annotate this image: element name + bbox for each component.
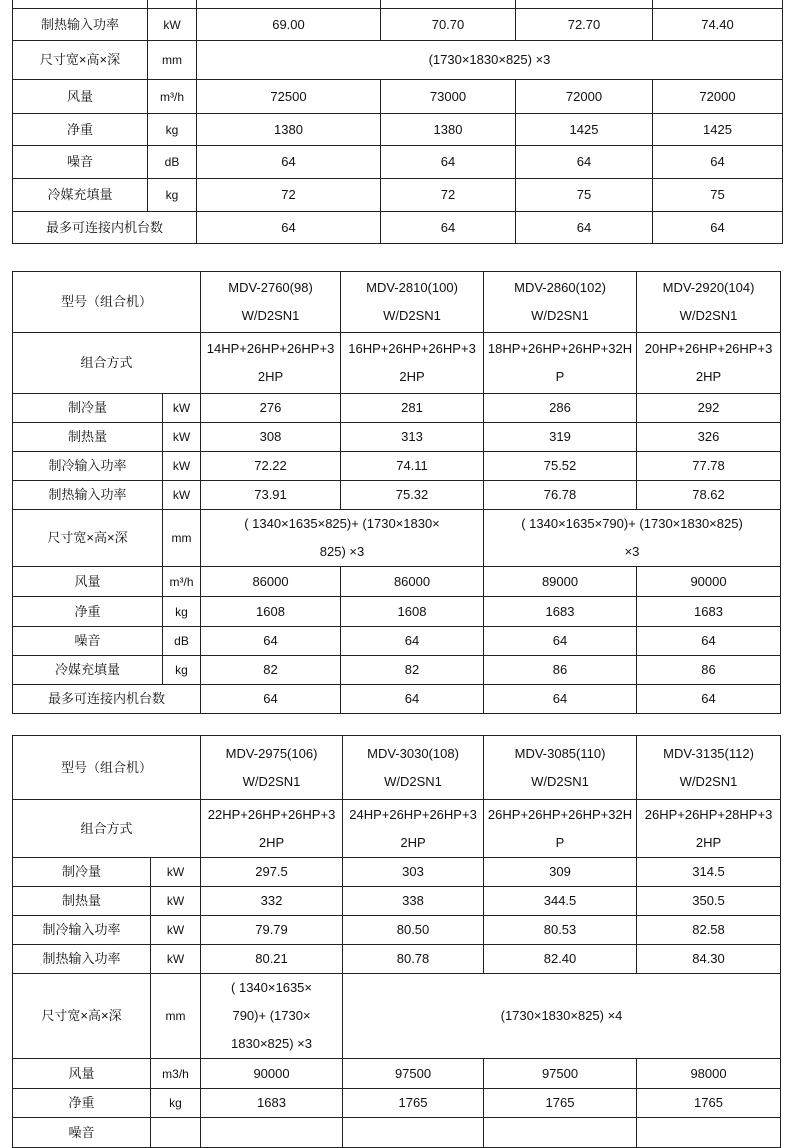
cell-line: P: [555, 834, 565, 850]
cell-line: P: [555, 369, 565, 384]
unit-cell: dB: [163, 627, 201, 656]
unit-cell: [151, 1118, 201, 1148]
value-cell: 89000: [484, 567, 637, 597]
value-cell: 86: [637, 656, 781, 685]
value-cell: 326: [637, 423, 781, 452]
table-row: [13, 567, 781, 597]
value-cell: [637, 736, 781, 800]
cell-line: 20HP+26HP+26HP+3: [644, 341, 773, 356]
unit-cell: kg: [148, 179, 197, 212]
cell-line: W/D2SN1: [679, 773, 738, 789]
value-cell: 64: [516, 212, 653, 244]
cell-line: 16HP+26HP+26HP+3: [348, 341, 476, 356]
value-cell: [381, 0, 516, 9]
row-label: 最多可连接内机台数: [13, 685, 201, 714]
row-label: 最多可连接内机台数: [13, 212, 197, 244]
unit-cell: kg: [151, 1089, 201, 1118]
value-cell: 80.53: [484, 916, 637, 945]
table-row: [13, 452, 781, 481]
row-label: 风量: [13, 80, 148, 114]
value-cell: 1683: [201, 1089, 343, 1118]
value-cell: 350.5: [637, 887, 781, 916]
value-cell: 297.5: [201, 858, 343, 887]
table-row: [13, 394, 781, 423]
value-cell: [201, 974, 343, 1059]
unit-cell: kg: [163, 597, 201, 627]
value-cell: 1380: [381, 114, 516, 146]
table-row: [13, 146, 783, 179]
value-cell: 82: [341, 656, 484, 685]
cell-line: 26HP+26HP+26HP+32H: [487, 806, 633, 822]
table-row: [13, 887, 781, 916]
value-cell: [343, 736, 484, 800]
value-cell: 1425: [653, 114, 783, 146]
table-row: [13, 916, 781, 945]
value-cell: [637, 333, 781, 394]
row-label: 尺寸宽×高×深: [13, 974, 151, 1059]
table-row: [13, 0, 783, 9]
value-cell: 64: [201, 627, 341, 656]
table-row: [13, 481, 781, 510]
row-label: 噪音: [13, 146, 148, 179]
unit-cell: kW: [163, 423, 201, 452]
value-cell: [484, 510, 781, 567]
value-cell: 97500: [484, 1059, 637, 1089]
value-cell: [201, 1118, 343, 1148]
row-label: 制冷量: [13, 394, 163, 423]
value-cell: 292: [637, 394, 781, 423]
row-label: 制热量: [13, 887, 151, 916]
cell-line: MDV-3030(108): [367, 745, 459, 761]
row-label: 冷媒充填量: [13, 656, 163, 685]
unit-cell: dB: [148, 146, 197, 179]
value-cell: 64: [484, 627, 637, 656]
cell-line: MDV-2860(102): [514, 280, 606, 295]
value-cell: 308: [201, 423, 341, 452]
table-row: [13, 736, 781, 800]
value-cell: 1683: [637, 597, 781, 627]
row-label: 制热输入功率: [13, 945, 151, 974]
row-label: 噪音: [13, 1118, 151, 1148]
cell-line: 26HP+26HP+28HP+3: [644, 806, 773, 822]
row-label: 净重: [13, 1089, 151, 1118]
value-cell: 314.5: [637, 858, 781, 887]
table-row: [13, 1118, 781, 1148]
cell-line: W/D2SN1: [241, 308, 300, 323]
row-label: 组合方式: [13, 333, 201, 394]
cell-line: W/D2SN1: [531, 773, 589, 789]
value-cell: 82.40: [484, 945, 637, 974]
value-cell: 64: [197, 212, 381, 244]
value-cell: [343, 800, 484, 858]
value-cell: 64: [201, 685, 341, 714]
value-cell: 64: [381, 146, 516, 179]
table-row: [13, 945, 781, 974]
value-cell: [484, 272, 637, 333]
unit-cell: m³/h: [148, 80, 197, 114]
value-cell: 72: [197, 179, 381, 212]
value-cell: 338: [343, 887, 484, 916]
value-cell: 80.78: [343, 945, 484, 974]
cell-line: 14HP+26HP+26HP+3: [206, 341, 335, 356]
value-cell: (1730×1830×825) ×4: [343, 974, 781, 1059]
cell-line: 1830×825) ×3: [231, 1036, 312, 1051]
value-cell: (1730×1830×825) ×3: [197, 41, 783, 80]
value-cell: [201, 333, 341, 394]
unit-cell: kW: [151, 945, 201, 974]
value-cell: 64: [197, 146, 381, 179]
value-cell: 70.70: [381, 9, 516, 41]
cell-line: ( 1340×1635×790)+ (1730×1830×825): [521, 516, 743, 531]
table-row: [13, 685, 781, 714]
value-cell: 1425: [516, 114, 653, 146]
row-label: 制冷量: [13, 858, 151, 887]
table-row: [13, 800, 781, 858]
value-cell: 73.91: [201, 481, 341, 510]
unit-cell: kW: [163, 452, 201, 481]
value-cell: 64: [484, 685, 637, 714]
value-cell: 332: [201, 887, 343, 916]
unit-cell: m³/h: [163, 567, 201, 597]
value-cell: 303: [343, 858, 484, 887]
value-cell: [653, 0, 783, 9]
value-cell: [341, 333, 484, 394]
table-row: [13, 597, 781, 627]
value-cell: 72000: [653, 80, 783, 114]
cell-line: ( 1340×1635×825)+ (1730×1830×: [244, 516, 440, 531]
value-cell: 86000: [201, 567, 341, 597]
row-label: 制冷输入功率: [13, 916, 151, 945]
value-cell: [201, 736, 343, 800]
unit-cell: m3/h: [151, 1059, 201, 1089]
unit-cell: [148, 0, 197, 9]
value-cell: 90000: [637, 567, 781, 597]
value-cell: 1608: [341, 597, 484, 627]
unit-cell: kW: [163, 481, 201, 510]
value-cell: 64: [637, 627, 781, 656]
value-cell: 281: [341, 394, 484, 423]
value-cell: 90000: [201, 1059, 343, 1089]
cell-line: 790)+ (1730×: [232, 1008, 311, 1023]
value-cell: 80.21: [201, 945, 343, 974]
cell-line: W/D2SN1: [531, 308, 589, 323]
value-cell: 64: [516, 146, 653, 179]
spec-table-3: [12, 735, 781, 1148]
value-cell: 77.78: [637, 452, 781, 481]
value-cell: 74.40: [653, 9, 783, 41]
value-cell: 75.52: [484, 452, 637, 481]
value-cell: 276: [201, 394, 341, 423]
value-cell: [516, 0, 653, 9]
row-label: [13, 0, 148, 9]
row-label: 制冷输入功率: [13, 452, 163, 481]
cell-line: MDV-2760(98): [228, 280, 313, 295]
cell-line: 2HP: [257, 369, 284, 384]
table-row: [13, 627, 781, 656]
value-cell: 1765: [637, 1089, 781, 1118]
value-cell: 75: [516, 179, 653, 212]
value-cell: 1380: [197, 114, 381, 146]
table-row: [13, 114, 783, 146]
table-row: [13, 9, 783, 41]
cell-line: 2HP: [400, 834, 426, 850]
value-cell: 97500: [343, 1059, 484, 1089]
row-label: 制热输入功率: [13, 481, 163, 510]
table-row: [13, 510, 781, 567]
value-cell: 72.22: [201, 452, 341, 481]
value-cell: [484, 1118, 637, 1148]
value-cell: 72500: [197, 80, 381, 114]
value-cell: 80.50: [343, 916, 484, 945]
value-cell: 74.11: [341, 452, 484, 481]
value-cell: 84.30: [637, 945, 781, 974]
value-cell: [201, 510, 484, 567]
value-cell: 319: [484, 423, 637, 452]
unit-cell: kW: [163, 394, 201, 423]
value-cell: 75: [653, 179, 783, 212]
row-label: 风量: [13, 1059, 151, 1089]
value-cell: 313: [341, 423, 484, 452]
row-label: 制热输入功率: [13, 9, 148, 41]
cell-line: MDV-2810(100): [366, 280, 458, 295]
row-label: 型号（组合机）: [13, 272, 201, 333]
spec-table-2: [12, 271, 781, 714]
cell-line: ×3: [624, 544, 640, 559]
cell-line: MDV-3085(110): [514, 745, 606, 761]
value-cell: [637, 272, 781, 333]
cell-line: 18HP+26HP+26HP+32H: [487, 341, 633, 356]
value-cell: 98000: [637, 1059, 781, 1089]
row-label: 型号（组合机）: [13, 736, 201, 800]
value-cell: [484, 736, 637, 800]
value-cell: [484, 800, 637, 858]
value-cell: 82.58: [637, 916, 781, 945]
value-cell: [201, 272, 341, 333]
value-cell: 69.00: [197, 9, 381, 41]
value-cell: 76.78: [484, 481, 637, 510]
row-label: 组合方式: [13, 800, 201, 858]
cell-line: MDV-3135(112): [663, 745, 754, 761]
value-cell: [197, 0, 381, 9]
cell-line: MDV-2920(104): [662, 280, 755, 295]
row-label: 制热量: [13, 423, 163, 452]
table-row: [13, 1059, 781, 1089]
cell-line: 2HP: [258, 834, 285, 850]
unit-cell: kW: [151, 916, 201, 945]
value-cell: 64: [341, 627, 484, 656]
value-cell: 64: [653, 146, 783, 179]
cell-line: ( 1340×1635×: [231, 980, 312, 995]
unit-cell: kg: [148, 114, 197, 146]
value-cell: 78.62: [637, 481, 781, 510]
table-row: [13, 656, 781, 685]
row-label: 净重: [13, 597, 163, 627]
unit-cell: kW: [151, 887, 201, 916]
cell-line: 24HP+26HP+26HP+3: [349, 806, 477, 822]
cell-line: W/D2SN1: [383, 308, 441, 323]
value-cell: 286: [484, 394, 637, 423]
value-cell: 64: [381, 212, 516, 244]
row-label: 净重: [13, 114, 148, 146]
value-cell: 64: [653, 212, 783, 244]
cell-line: W/D2SN1: [384, 773, 442, 789]
value-cell: 344.5: [484, 887, 637, 916]
value-cell: 72.70: [516, 9, 653, 41]
cell-line: MDV-2975(106): [225, 745, 318, 761]
unit-cell: mm: [163, 510, 201, 567]
unit-cell: mm: [148, 41, 197, 80]
table-row: [13, 423, 781, 452]
cell-line: W/D2SN1: [242, 773, 301, 789]
row-label: 尺寸宽×高×深: [13, 41, 148, 80]
row-label: 冷媒充填量: [13, 179, 148, 212]
value-cell: 75.32: [341, 481, 484, 510]
cell-line: 825) ×3: [319, 544, 365, 559]
cell-line: 2HP: [399, 369, 425, 384]
table-row: [13, 179, 783, 212]
value-cell: 1765: [484, 1089, 637, 1118]
table-row: [13, 80, 783, 114]
value-cell: [201, 800, 343, 858]
cell-line: 22HP+26HP+26HP+3: [207, 806, 336, 822]
unit-cell: kg: [163, 656, 201, 685]
value-cell: [484, 333, 637, 394]
row-label: 尺寸宽×高×深: [13, 510, 163, 567]
value-cell: 86000: [341, 567, 484, 597]
value-cell: 1683: [484, 597, 637, 627]
value-cell: 1765: [343, 1089, 484, 1118]
spec-table-1: [12, 0, 783, 244]
row-label: 噪音: [13, 627, 163, 656]
value-cell: 86: [484, 656, 637, 685]
cell-line: 2HP: [695, 369, 722, 384]
value-cell: 64: [637, 685, 781, 714]
unit-cell: kW: [151, 858, 201, 887]
table-row: [13, 974, 781, 1059]
value-cell: [343, 1118, 484, 1148]
table-row: [13, 212, 783, 244]
value-cell: 309: [484, 858, 637, 887]
table-row: [13, 858, 781, 887]
value-cell: 79.79: [201, 916, 343, 945]
value-cell: 72: [381, 179, 516, 212]
value-cell: 73000: [381, 80, 516, 114]
value-cell: 72000: [516, 80, 653, 114]
table-row: [13, 1089, 781, 1118]
table-row: [13, 333, 781, 394]
row-label: 风量: [13, 567, 163, 597]
table-row: [13, 41, 783, 80]
value-cell: 82: [201, 656, 341, 685]
cell-line: 2HP: [695, 834, 722, 850]
value-cell: 1608: [201, 597, 341, 627]
unit-cell: kW: [148, 9, 197, 41]
value-cell: 64: [341, 685, 484, 714]
value-cell: [637, 1118, 781, 1148]
cell-line: W/D2SN1: [679, 308, 738, 323]
unit-cell: mm: [151, 974, 201, 1059]
value-cell: [637, 800, 781, 858]
value-cell: [341, 272, 484, 333]
table-row: [13, 272, 781, 333]
